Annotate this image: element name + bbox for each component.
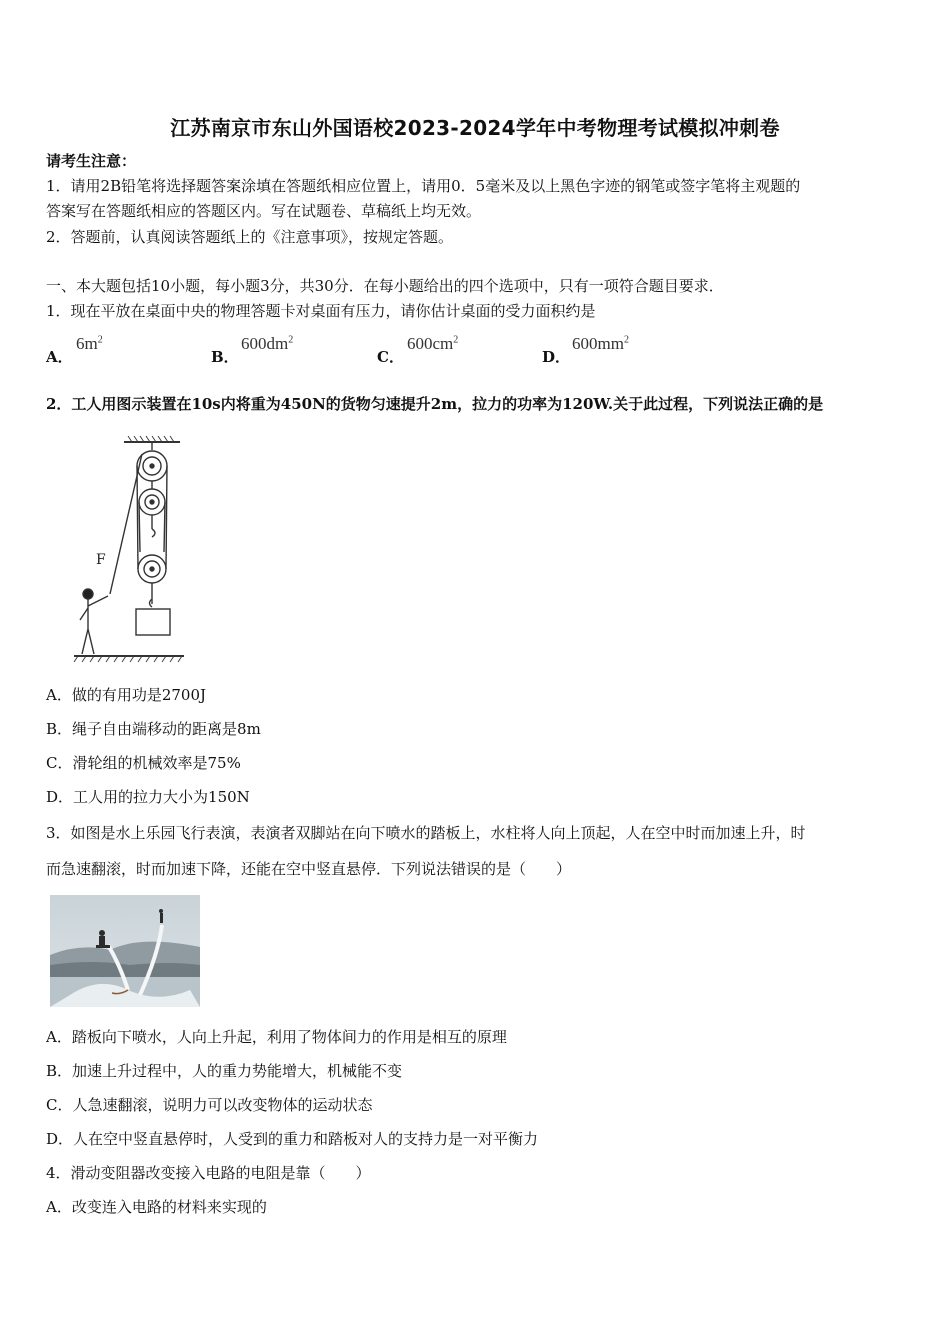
q1-stem: 1．现在平放在桌面中央的物理答题卡对桌面有压力，请你估计桌面的受力面积约是	[46, 302, 596, 320]
pulley-diagram	[72, 434, 192, 664]
q1-options	[46, 332, 906, 372]
option-key: C．	[377, 348, 404, 366]
q3-option-a[interactable]: A．踏板向下喷水，人向上升起，利用了物体间力的作用是相互的原理	[46, 1028, 507, 1046]
q3-stem-b: 而急速翻滚，时而加速下降，还能在空中竖直悬停．下列说法错误的是（ ）	[46, 860, 572, 878]
q2-stem: 2．工人用图示装置在10s内将重为450N的货物匀速提升2m，拉力的功率为120W.关于此过程，下列说法正确的是	[46, 395, 824, 413]
option-value: $6m^2$	[76, 334, 103, 353]
q4-option-a[interactable]: A．改变连入电路的材料来实现的	[46, 1198, 267, 1216]
option-value: $600mm^2$	[572, 334, 629, 353]
q2-option-c[interactable]: C．滑轮组的机械效率是75%	[46, 754, 241, 772]
q2-option-b[interactable]: B．绳子自由端移动的距离是8m	[46, 720, 261, 738]
force-label: F	[96, 552, 106, 568]
exam-title: 江苏南京市东山外国语校2023-2024学年中考物理考试模拟冲刺卷	[170, 116, 780, 140]
q3-option-d[interactable]: D．人在空中竖直悬停时，人受到的重力和踏板对人的支持力是一对平衡力	[46, 1130, 539, 1148]
notice-item-1a: 1．请用2B铅笔将选择题答案涂填在答题纸相应位置上，请用0．5毫米及以上黑色字迹的钢笔或签字笔将主观题的	[46, 177, 801, 195]
q2-option-d[interactable]: D．工人用的拉力大小为150N	[46, 788, 250, 806]
water-flyboard-photo	[50, 895, 200, 1007]
option-value: $600dm^2$	[241, 334, 294, 353]
option-key: A．	[46, 348, 73, 366]
notice-item-1b: 答案写在答题纸相应的答题区内。写在试题卷、草稿纸上均无效。	[46, 202, 482, 220]
option-value: $600cm^2$	[407, 334, 459, 353]
q2-option-a[interactable]: A．做的有用功是2700J	[46, 686, 207, 704]
section-heading: 一、本大题包括10小题，每小题3分，共30分．在每小题给出的四个选项中，只有一项符合题目要求．	[46, 277, 724, 295]
option-key: D．	[542, 348, 571, 366]
q3-option-c[interactable]: C．人急速翻滚，说明力可以改变物体的运动状态	[46, 1096, 373, 1114]
notice-item-2: 2．答题前，认真阅读答题纸上的《注意事项》，按规定答题。	[46, 228, 454, 246]
notice-heading: 请考生注意：	[46, 152, 137, 170]
q4-stem: 4．滑动变阻器改变接入电路的电阻是靠（ ）	[46, 1164, 371, 1182]
option-key: B．	[211, 348, 239, 366]
q3-option-b[interactable]: B．加速上升过程中，人的重力势能增大，机械能不变	[46, 1062, 403, 1080]
q3-stem-a: 3．如图是水上乐园飞行表演，表演者双脚站在向下喷水的踏板上，水柱将人向上顶起，人在空中时而加速上升，时	[46, 824, 806, 842]
